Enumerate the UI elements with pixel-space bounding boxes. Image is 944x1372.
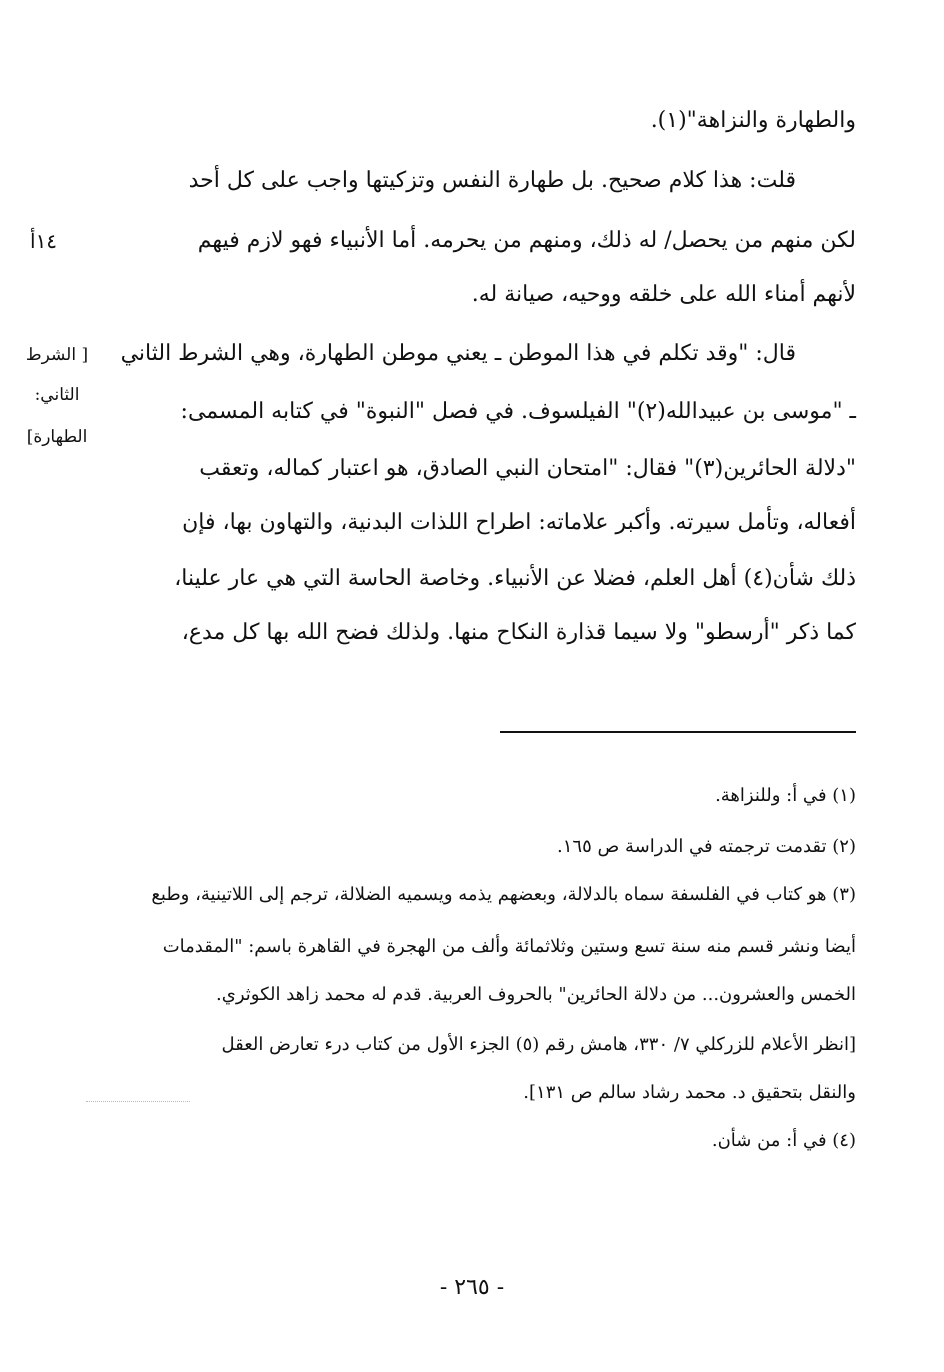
footnote-separator [500, 731, 856, 733]
footnote-3-line-4: [انظر الأعلام للزركلي ٧/ ٣٣٠، هامش رقم (٥) الجزء الأول من كتاب درء تعارض العقل [221, 1034, 856, 1055]
footnote-3-line-2: أيضا ونشر قسم منه سنة تسع وستين وثلاثمائة وألف من الهجرة في القاهرة باسم: "المقدمات [162, 936, 856, 957]
footnote-1: (١) في أ: وللنزاهة. [715, 785, 856, 806]
body-line-4: لأنهم أمناء الله على خلقه ووحيه، صيانة له. [471, 282, 856, 307]
footnote-4: (٤) في أ: من شأن. [711, 1130, 856, 1151]
body-line-3: لكن منهم من يحصل/ له ذلك، ومنهم من يحرمه. أما الأنبياء فهو لازم فيهم [197, 228, 856, 253]
footnote-3-line-3: الخمس والعشرون... من دلالة الحائرين" بالحروف العربية. قدم له محمد زاهد الكوثري. [216, 984, 856, 1005]
body-line-1: والطهارة والنزاهة"(١). [650, 108, 856, 133]
margin-heading-line-2: الثاني: [34, 385, 80, 405]
folio-marker: ١٤أ [30, 229, 58, 253]
page-number: - ٢٦٥ - [439, 1275, 505, 1300]
body-line-9: ذلك شأن(٤) أهل العلم، فضلا عن الأنبياء. وخاصة الحاسة التي هي عار علينا، [174, 566, 856, 591]
footnote-2: (٢) تقدمت ترجمته في الدراسة ص ١٦٥. [557, 836, 856, 857]
margin-heading-line-1: [ الشرط [25, 345, 89, 365]
body-line-10: كما ذكر "أرسطو" ولا سيما قذارة النكاح منها. ولذلك فضح الله بها كل مدع، [181, 620, 856, 645]
body-line-2: قلت: هذا كلام صحيح. بل طهارة النفس وتزكيتها واجب على كل أحد [188, 168, 796, 193]
body-line-6: ـ "موسى بن عبيدالله(٢)" الفيلسوف. في فصل "النبوة" في كتابه المسمى: [180, 399, 856, 424]
scan-smudge [86, 1101, 190, 1102]
body-line-8: أفعاله، وتأمل سيرته. وأكبر علاماته: اطراح اللذات البدنية، والتهاون بها، فإن [182, 510, 856, 535]
margin-heading-line-3: الطهارة] [26, 427, 88, 447]
footnote-3-line-1: (٣) هو كتاب في الفلسفة سماه بالدلالة، وبعضهم يذمه ويسميه الضلالة، ترجم إلى اللاتينية، وطبع [151, 884, 856, 905]
footnote-3-line-5: والنقل بتحقيق د. محمد رشاد سالم ص ١٣١]. [523, 1082, 856, 1103]
body-line-7: "دلالة الحائرين(٣)" فقال: "امتحان النبي الصادق، هو اعتبار كماله، وتعقب [199, 456, 856, 481]
body-line-5: قال: "وقد تكلم في هذا الموطن ـ يعني موطن الطهارة، وهي الشرط الثاني [120, 341, 796, 366]
